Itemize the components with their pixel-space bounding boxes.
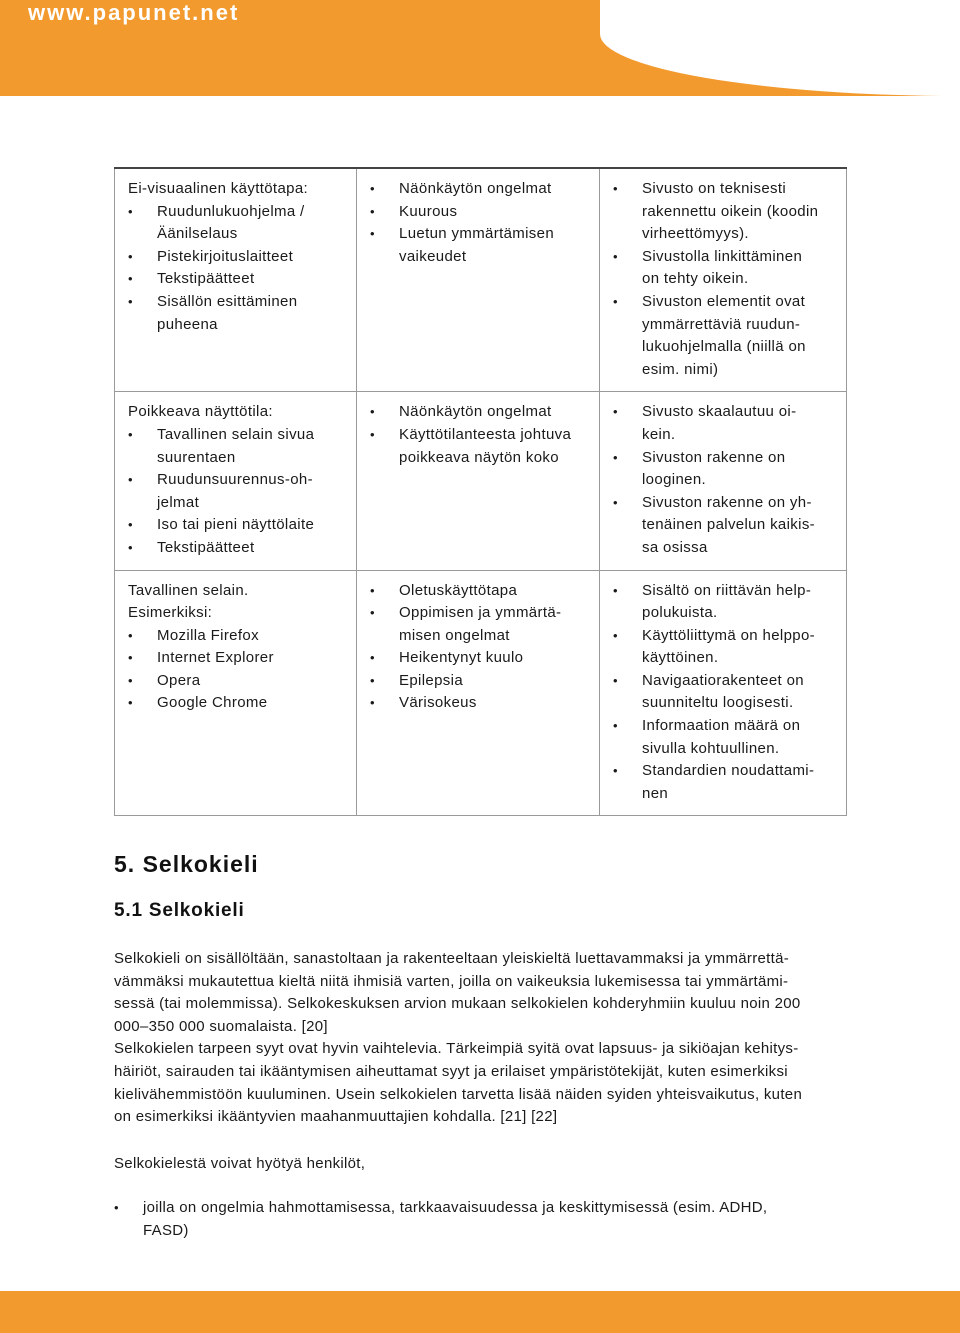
list-item — [613, 246, 836, 291]
list-item-line: • Tekstipäätteet — [157, 538, 255, 556]
list-item — [613, 492, 836, 560]
list-item-line: • Epilepsia — [399, 671, 464, 689]
list-item-line: polukuista. — [642, 604, 718, 622]
list-item-line: • Kuurous — [399, 202, 458, 220]
list-item — [613, 760, 836, 805]
list-item — [613, 625, 836, 670]
body-list — [114, 1197, 834, 1242]
list-item-line: • Käyttötilanteesta johtuva — [399, 425, 572, 443]
list-item-line: • Näönkäytön ongelmat — [399, 403, 552, 421]
list-item — [613, 401, 836, 446]
list-item — [128, 692, 346, 715]
intro-text: Selkokielestä voivat hyötyä henkilöt, — [114, 1155, 366, 1172]
table-row — [115, 168, 847, 392]
footer-bar — [0, 1291, 960, 1333]
list-item — [370, 692, 589, 715]
list-item-line: kein. — [642, 425, 676, 443]
list-item — [370, 424, 589, 469]
list-item — [128, 625, 346, 648]
list-item-line: • Iso tai pieni näyttölaite — [157, 516, 315, 534]
list-item — [370, 602, 589, 647]
cell-heading: Ei-visuaalinen käyttötapa: — [128, 180, 309, 197]
list-item — [128, 291, 346, 336]
list-item-line: • Mozilla Firefox — [157, 626, 259, 644]
cell-list — [128, 625, 346, 715]
list-item — [370, 201, 589, 224]
list-item-line: suurentaen — [157, 448, 236, 466]
list-item-line: vaikeudet — [399, 247, 467, 265]
list-item-line: • Luetun ymmärtämisen — [399, 225, 555, 243]
list-item — [128, 647, 346, 670]
list-item — [128, 246, 346, 269]
list-item-line: virheettömyys). — [642, 225, 749, 243]
list-item — [613, 291, 836, 381]
list-item-line: poikkeava näytön koko — [399, 448, 559, 466]
list-item-line: Äänilselaus — [157, 225, 238, 243]
list-item-line: • Opera — [157, 671, 201, 689]
list-item — [370, 580, 589, 603]
cell-list — [613, 178, 836, 381]
list-item — [128, 201, 346, 246]
list-item — [128, 514, 346, 537]
list-item-line: • Sivuston elementit ovat — [642, 292, 806, 310]
subsection-title: 5.1 Selkokieli — [114, 900, 245, 921]
list-item-line: nen — [642, 784, 669, 802]
list-item — [613, 715, 836, 760]
paragraph-line: Selkokieli on sisällöltään, sanastoltaan ja rakenteeltaan yleiskieltä luettavammaksi ja ymmärrettä- — [114, 950, 790, 967]
list-item-line: • Sisältö on riittävän help- — [642, 581, 812, 599]
list-item-line: • Pistekirjoituslaitteet — [157, 247, 294, 265]
paragraph-line: 000–350 000 suomalaista. [20] — [114, 1017, 328, 1035]
cell-list — [370, 580, 589, 716]
list-item-line: • Heikentynyt kuulo — [399, 649, 524, 667]
table-cell — [357, 570, 600, 816]
list-item-line: suunniteltu loogisesti. — [642, 694, 794, 712]
list-item-line: ymmärrettäviä ruudun- — [642, 315, 801, 333]
list-item-line: • Sivusto on teknisesti — [642, 180, 787, 197]
list-item — [613, 670, 836, 715]
list-item — [128, 537, 346, 560]
paragraph-line: vämmäksi mukautettua kieltä niitä ihmisiä varten, joilla on vaikeuksia lukemisessa tai ymmärtämi- — [114, 972, 789, 990]
list-item-line: • Internet Explorer — [157, 649, 274, 667]
list-item-line: • Tavallinen selain sivua — [157, 425, 315, 443]
cell-list — [128, 424, 346, 560]
list-item-line: looginen. — [642, 471, 707, 489]
list-item — [370, 178, 589, 201]
cell-heading: Poikkeava näyttötila: — [128, 403, 273, 421]
paragraph-line: sessä (tai molemmissa). Selkokeskuksen arvion mukaan selkokielen kohderyhmiin kuuluu noin 200 — [114, 995, 801, 1013]
cell-list — [128, 201, 346, 337]
list-item-line: jelmat — [157, 493, 200, 511]
list-item-line: • Navigaatiorakenteet on — [642, 671, 804, 689]
table-row — [115, 392, 847, 570]
cell-heading: Tavallinen selain. — [128, 581, 249, 599]
cell-list — [370, 401, 589, 469]
list-item-line: • Sisällön esittäminen — [157, 292, 298, 310]
list-item-line: • Ruudunlukuohjelma / — [157, 202, 305, 220]
list-item-line: • Värisokeus — [399, 694, 477, 712]
list-item — [370, 223, 589, 268]
table-cell — [600, 392, 847, 570]
list-item — [128, 424, 346, 469]
paragraph-line: Selkokielen tarpeen syyt ovat hyvin vaihtelevia. Tärkeimpiä syitä ovat lapsuus- ja sikiöajan kehitys- — [114, 1040, 799, 1058]
list-item-line: esim. nimi) — [642, 360, 719, 378]
cell-list — [370, 178, 589, 268]
table-cell — [600, 570, 847, 816]
list-item — [128, 268, 346, 291]
list-item — [128, 469, 346, 514]
list-item-line: • Oppimisen ja ymmärtä- — [399, 604, 562, 622]
list-item-line: • Google Chrome — [157, 694, 268, 712]
list-item-line: • Ruudunsuurennus-oh- — [157, 471, 313, 489]
list-item — [613, 447, 836, 492]
table-cell — [115, 392, 357, 570]
list-item-line: • Sivustolla linkittäminen — [642, 247, 803, 265]
list-item — [613, 178, 836, 246]
paragraph-line: kielivähemmistöön kuuluminen. Usein selkokielen tarvetta lisää näiden syiden yhteisvaikutus, kuten — [114, 1085, 803, 1103]
list-item-line: • joilla on ongelmia hahmottamisessa, tarkkaavaisuudessa ja keskittymisessä (esim. ADHD, — [143, 1199, 768, 1216]
list-item-line: • Sivuston rakenne on yh- — [642, 493, 812, 511]
section-title: 5. Selkokieli — [114, 851, 259, 877]
site-url[interactable]: www.papunet.net — [28, 0, 240, 25]
accessibility-table — [114, 167, 847, 816]
list-item-line: • Näönkäytön ongelmat — [399, 180, 552, 197]
list-item-line: on tehty oikein. — [642, 270, 749, 288]
list-item-line: käyttöinen. — [642, 649, 719, 667]
list-item-line: lukuohjelmalla (niillä on — [642, 338, 806, 356]
list-item-line: • Sivuston rakenne on — [642, 448, 786, 466]
list-item-line: • Informaation määrä on — [642, 717, 801, 735]
list-item — [370, 401, 589, 424]
paragraph-line: on esimerkiksi ikääntyvien maahanmuuttajien kohdalla. [21] [22] — [114, 1108, 558, 1126]
list-item-line: • Käyttöliittymä on helppo- — [642, 626, 816, 644]
cell-subheading: Esimerkiksi: — [128, 604, 213, 622]
paragraph-line: häiriöt, sairauden tai ikääntymisen aiheuttamat syyt ja erilaiset ympäristötekijät, kuten esimerkiksi — [114, 1062, 788, 1080]
list-item-line: sa osissa — [642, 538, 708, 556]
list-item-line: • Sivusto skaalautuu oi- — [642, 403, 797, 421]
list-item — [370, 647, 589, 670]
body-text — [114, 948, 854, 1129]
list-item-line: puheena — [157, 315, 218, 333]
list-item-line: rakennettu oikein (koodin — [642, 202, 819, 220]
list-item — [114, 1197, 834, 1242]
list-item-line: • Oletuskäyttötapa — [399, 581, 518, 599]
table-cell — [115, 168, 357, 392]
cell-list — [613, 580, 836, 806]
table-cell — [357, 392, 600, 570]
list-item-line: FASD) — [143, 1221, 189, 1239]
list-item — [613, 580, 836, 625]
list-item — [128, 670, 346, 693]
table-cell — [357, 168, 600, 392]
table-row — [115, 570, 847, 816]
list-item-line: • Tekstipäätteet — [157, 270, 255, 288]
list-item-line: tenäinen palvelun kaikis- — [642, 516, 816, 534]
paragraph — [114, 948, 854, 1038]
table-cell — [600, 168, 847, 392]
list-item-line: sivulla kohtuullinen. — [642, 739, 780, 757]
table-cell — [115, 570, 357, 816]
paragraph — [114, 1038, 854, 1128]
list-item — [370, 670, 589, 693]
cell-list — [613, 401, 836, 559]
list-item-line: • Standardien noudattami- — [642, 762, 815, 780]
list-item-line: misen ongelmat — [399, 626, 510, 644]
